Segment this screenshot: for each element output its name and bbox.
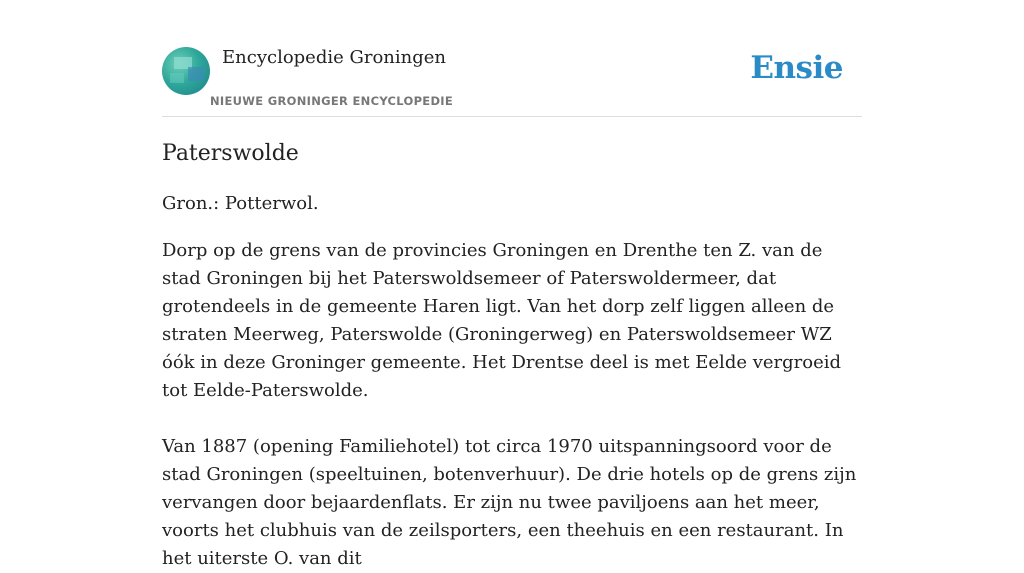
site-header — [162, 46, 862, 117]
article-paragraph: Dorp op de grens van de provincies Groningen en Drenthe ten Z. van de stad Groningen bij het Paterswoldsemeer of Paterswoldermeer, dat grotendeels in de gemeente Haren ligt. Van het dorp zelf liggen alleen de straten Meerweg, Paterswolde (Groningerweg) en Paterswoldsemeer WZ óók in deze Groninger gemeente. Het Drentse deel is met Eelde vergroeid tot Eelde-Paterswolde. — [162, 240, 842, 401]
site-logo-icon[interactable] — [162, 47, 210, 95]
ensie-brand-link[interactable]: Ensie — [750, 50, 843, 86]
article — [162, 138, 862, 573]
article-alt-name: Gron.: Potterwol. — [162, 193, 319, 214]
article-paragraph: Van 1887 (opening Familiehotel) tot circa 1970 uitspanningsoord voor de stad Groningen (speeltuinen, botenverhuur). De drie hotels op de grens zijn vervangen door bejaardenflats. Er zijn nu twee paviljoens aan het meer, voorts het clubhuis van de zeilsporters, een theehuis en een restaurant. In het uiterste O. van dit — [162, 436, 857, 569]
site-title-link[interactable]: Encyclopedie Groningen — [222, 47, 447, 68]
site-subtitle: NIEUWE GRONINGER ENCYCLOPEDIE — [210, 94, 454, 108]
logo-shape — [170, 73, 184, 83]
article-title: Paterswolde — [162, 141, 299, 166]
logo-shape — [188, 67, 204, 81]
